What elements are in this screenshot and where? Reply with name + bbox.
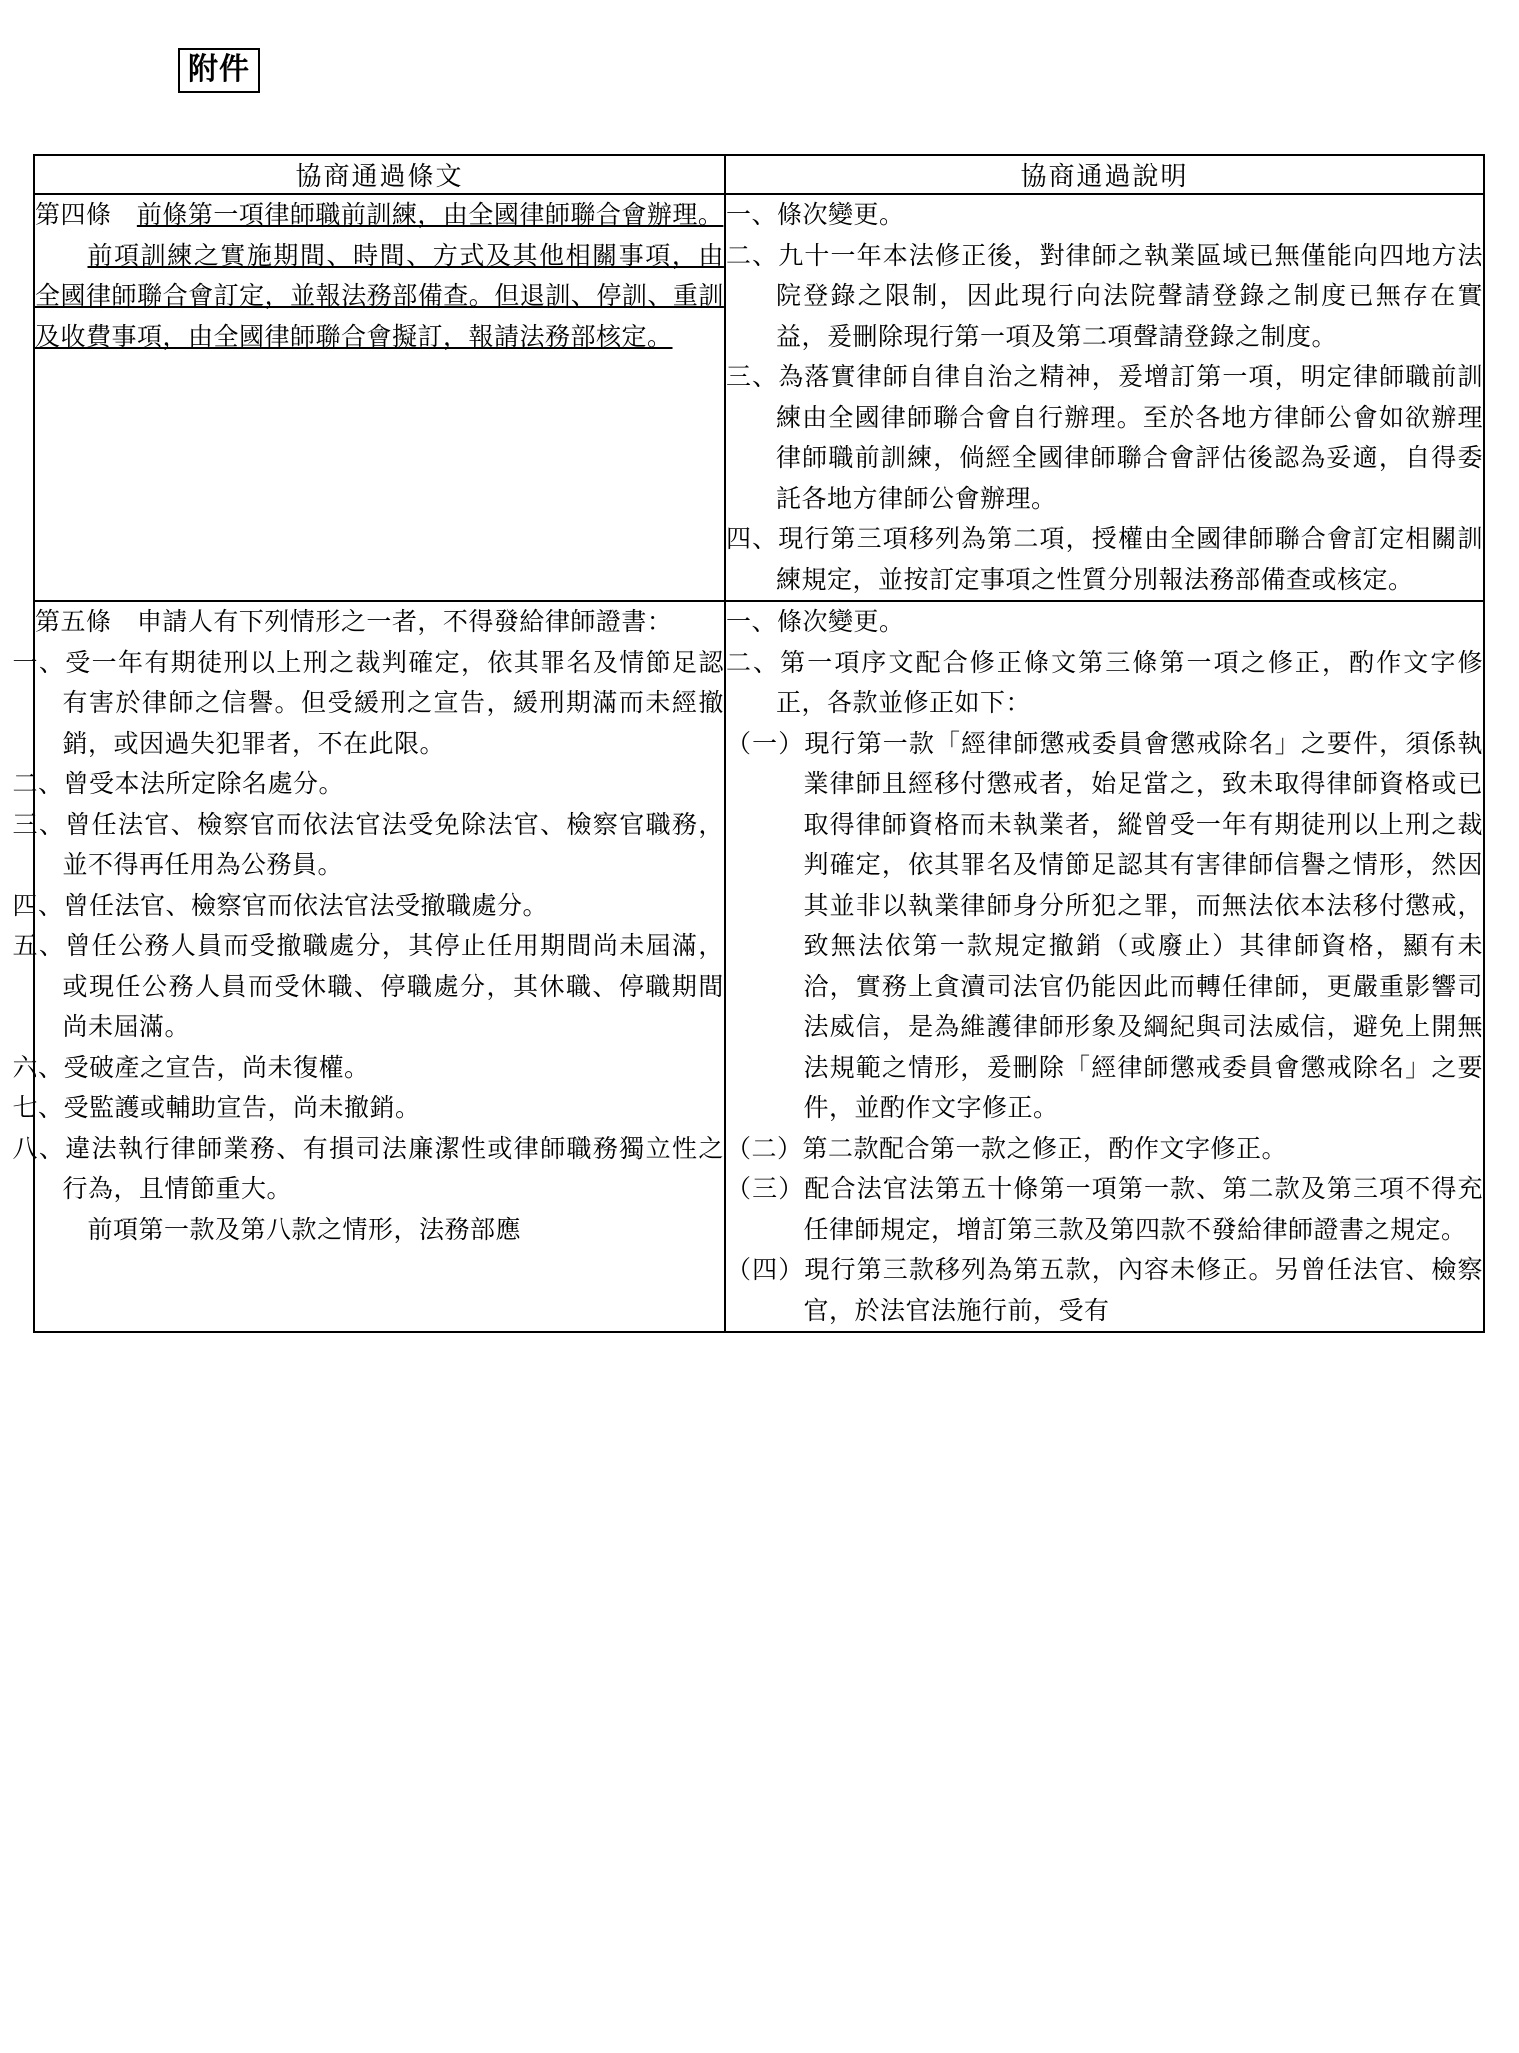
article-5-lead-text: 申請人有下列情形之一者，不得發給律師證書： <box>136 607 673 636</box>
article-5-item: 二、曾受本法所定除名處分。 <box>12 769 345 798</box>
article-4-number: 第四條 <box>35 200 112 229</box>
article-5-item: 八、違法執行律師業務、有損司法廉潔性或律師職務獨立性之行為，且情節重大。 <box>12 1133 724 1203</box>
explanation-cell-article-5 <box>725 601 1484 1332</box>
explanation-cell-article-4 <box>725 194 1484 601</box>
table-header-row <box>34 155 1484 194</box>
article-5-tail: 前項第一款及第八款之情形，法務部應 <box>87 1214 522 1244</box>
explanation-item: 一、條次變更。 <box>725 607 905 636</box>
comparison-table <box>12 154 1485 1333</box>
article-4-paragraph-2: 前項訓練之實施期間、時間、方式及其他相關事項，由全國律師聯合會訂定，並報法務部備查。但退訓、停訓、重訓及收費事項，由全國律師聯合會擬訂，報請法務部核定。 <box>35 240 724 351</box>
column-header-explanation: 協商通過說明 <box>725 155 1484 194</box>
attachment-label: 附件 <box>178 48 260 93</box>
article-5-item: 一、受一年有期徒刑以上刑之裁判確定，依其罪名及情節足認有害於律師之信譽。但受緩刑之宣告，緩刑期滿而未經撤銷，或因過失犯罪者，不在此限。 <box>12 647 724 758</box>
explanation-item: 一、條次變更。 <box>725 200 905 229</box>
article-5-item: 五、曾任公務人員而受撤職處分，其停止任用期間尚未屆滿，或現任公務人員而受休職、停職處分，其休職、停職期間尚未屆滿。 <box>12 931 724 1041</box>
explanation-item: 二、九十一年本法修正後，對律師之執業區域已無僅能向四地方法院登錄之限制，因此現行向法院聲請登錄之制度已無存在實益，爰刪除現行第一項及第二項聲請登錄之制度。 <box>725 240 1483 351</box>
explanation-item: 二、第一項序文配合修正條文第三條第一項之修正，酌作文字修正，各款並修正如下： <box>725 647 1483 717</box>
explanation-item: 三、為落實律師自律自治之精神，爰增訂第一項，明定律師職前訓練由全國律師聯合會自行辦理。至於各地方律師公會如欲辦理律師職前訓練，倘經全國律師聯合會評估後認為妥適，自得委託各地方律師公會辦理。 <box>725 362 1483 513</box>
table-row <box>34 601 1484 1332</box>
article-5-number: 第五條 <box>35 607 112 636</box>
column-header-provision: 協商通過條文 <box>34 155 725 194</box>
explanation-subitem: （二）第二款配合第一款之修正，酌作文字修正。 <box>725 1133 1287 1163</box>
article-5-item: 六、受破產之宣告，尚未復權。 <box>12 1052 370 1082</box>
article-4-paragraph-1 <box>35 195 724 236</box>
explanation-item: 四、現行第三項移列為第二項，授權由全國律師聯合會訂定相關訓練規定，並按訂定事項之性質分別報法務部備查或核定。 <box>725 524 1483 594</box>
article-4-text-1: 前條第一項律師職前訓練，由全國律師聯合會辦理。 <box>136 200 724 229</box>
explanation-subitem: （一）現行第一款「經律師懲戒委員會懲戒除名」之要件，須係執業律師且經移付懲戒者，始足當之，致未取得律師資格或已取得律師資格而未執業者，縱曾受一年有期徒刑以上刑之裁判確定，依其罪名及情節足認其有害律師信譽之情形，然因其並非以執業律師身分所犯之罪，而無法依本法移付懲戒，致無法依第一款規定撤銷（或廢止）其律師資格，顯有未洽，實務上貪瀆司法官仍能因此而轉任律師，更嚴重影響司法威信，是為維護律師形象及綱紀與司法威信，避免上開無法規範之情形，爰刪除「經律師懲戒委員會懲戒除名」之要件，並酌作文字修正。 <box>725 728 1483 1122</box>
provision-cell-article-5 <box>12 601 725 1332</box>
explanation-subitem: （四）現行第三款移列為第五款，內容未修正。另曾任法官、檢察官，於法官法施行前，受有 <box>725 1255 1483 1325</box>
article-5-item: 七、受監護或輔助宣告，尚未撤銷。 <box>12 1093 421 1122</box>
article-5-item: 三、曾任法官、檢察官而依法官法受免除法官、檢察官職務，並不得再任用為公務員。 <box>12 809 724 879</box>
table-row <box>34 194 1484 601</box>
provision-cell-article-4 <box>34 194 725 601</box>
explanation-subitem: （三）配合法官法第五十條第一項第一款、第二款及第三項不得充任律師規定，增訂第三款及第四款不發給律師證書之規定。 <box>725 1174 1483 1244</box>
article-5-lead <box>35 602 724 643</box>
article-5-item: 四、曾任法官、檢察官而依法官法受撤職處分。 <box>12 890 549 920</box>
